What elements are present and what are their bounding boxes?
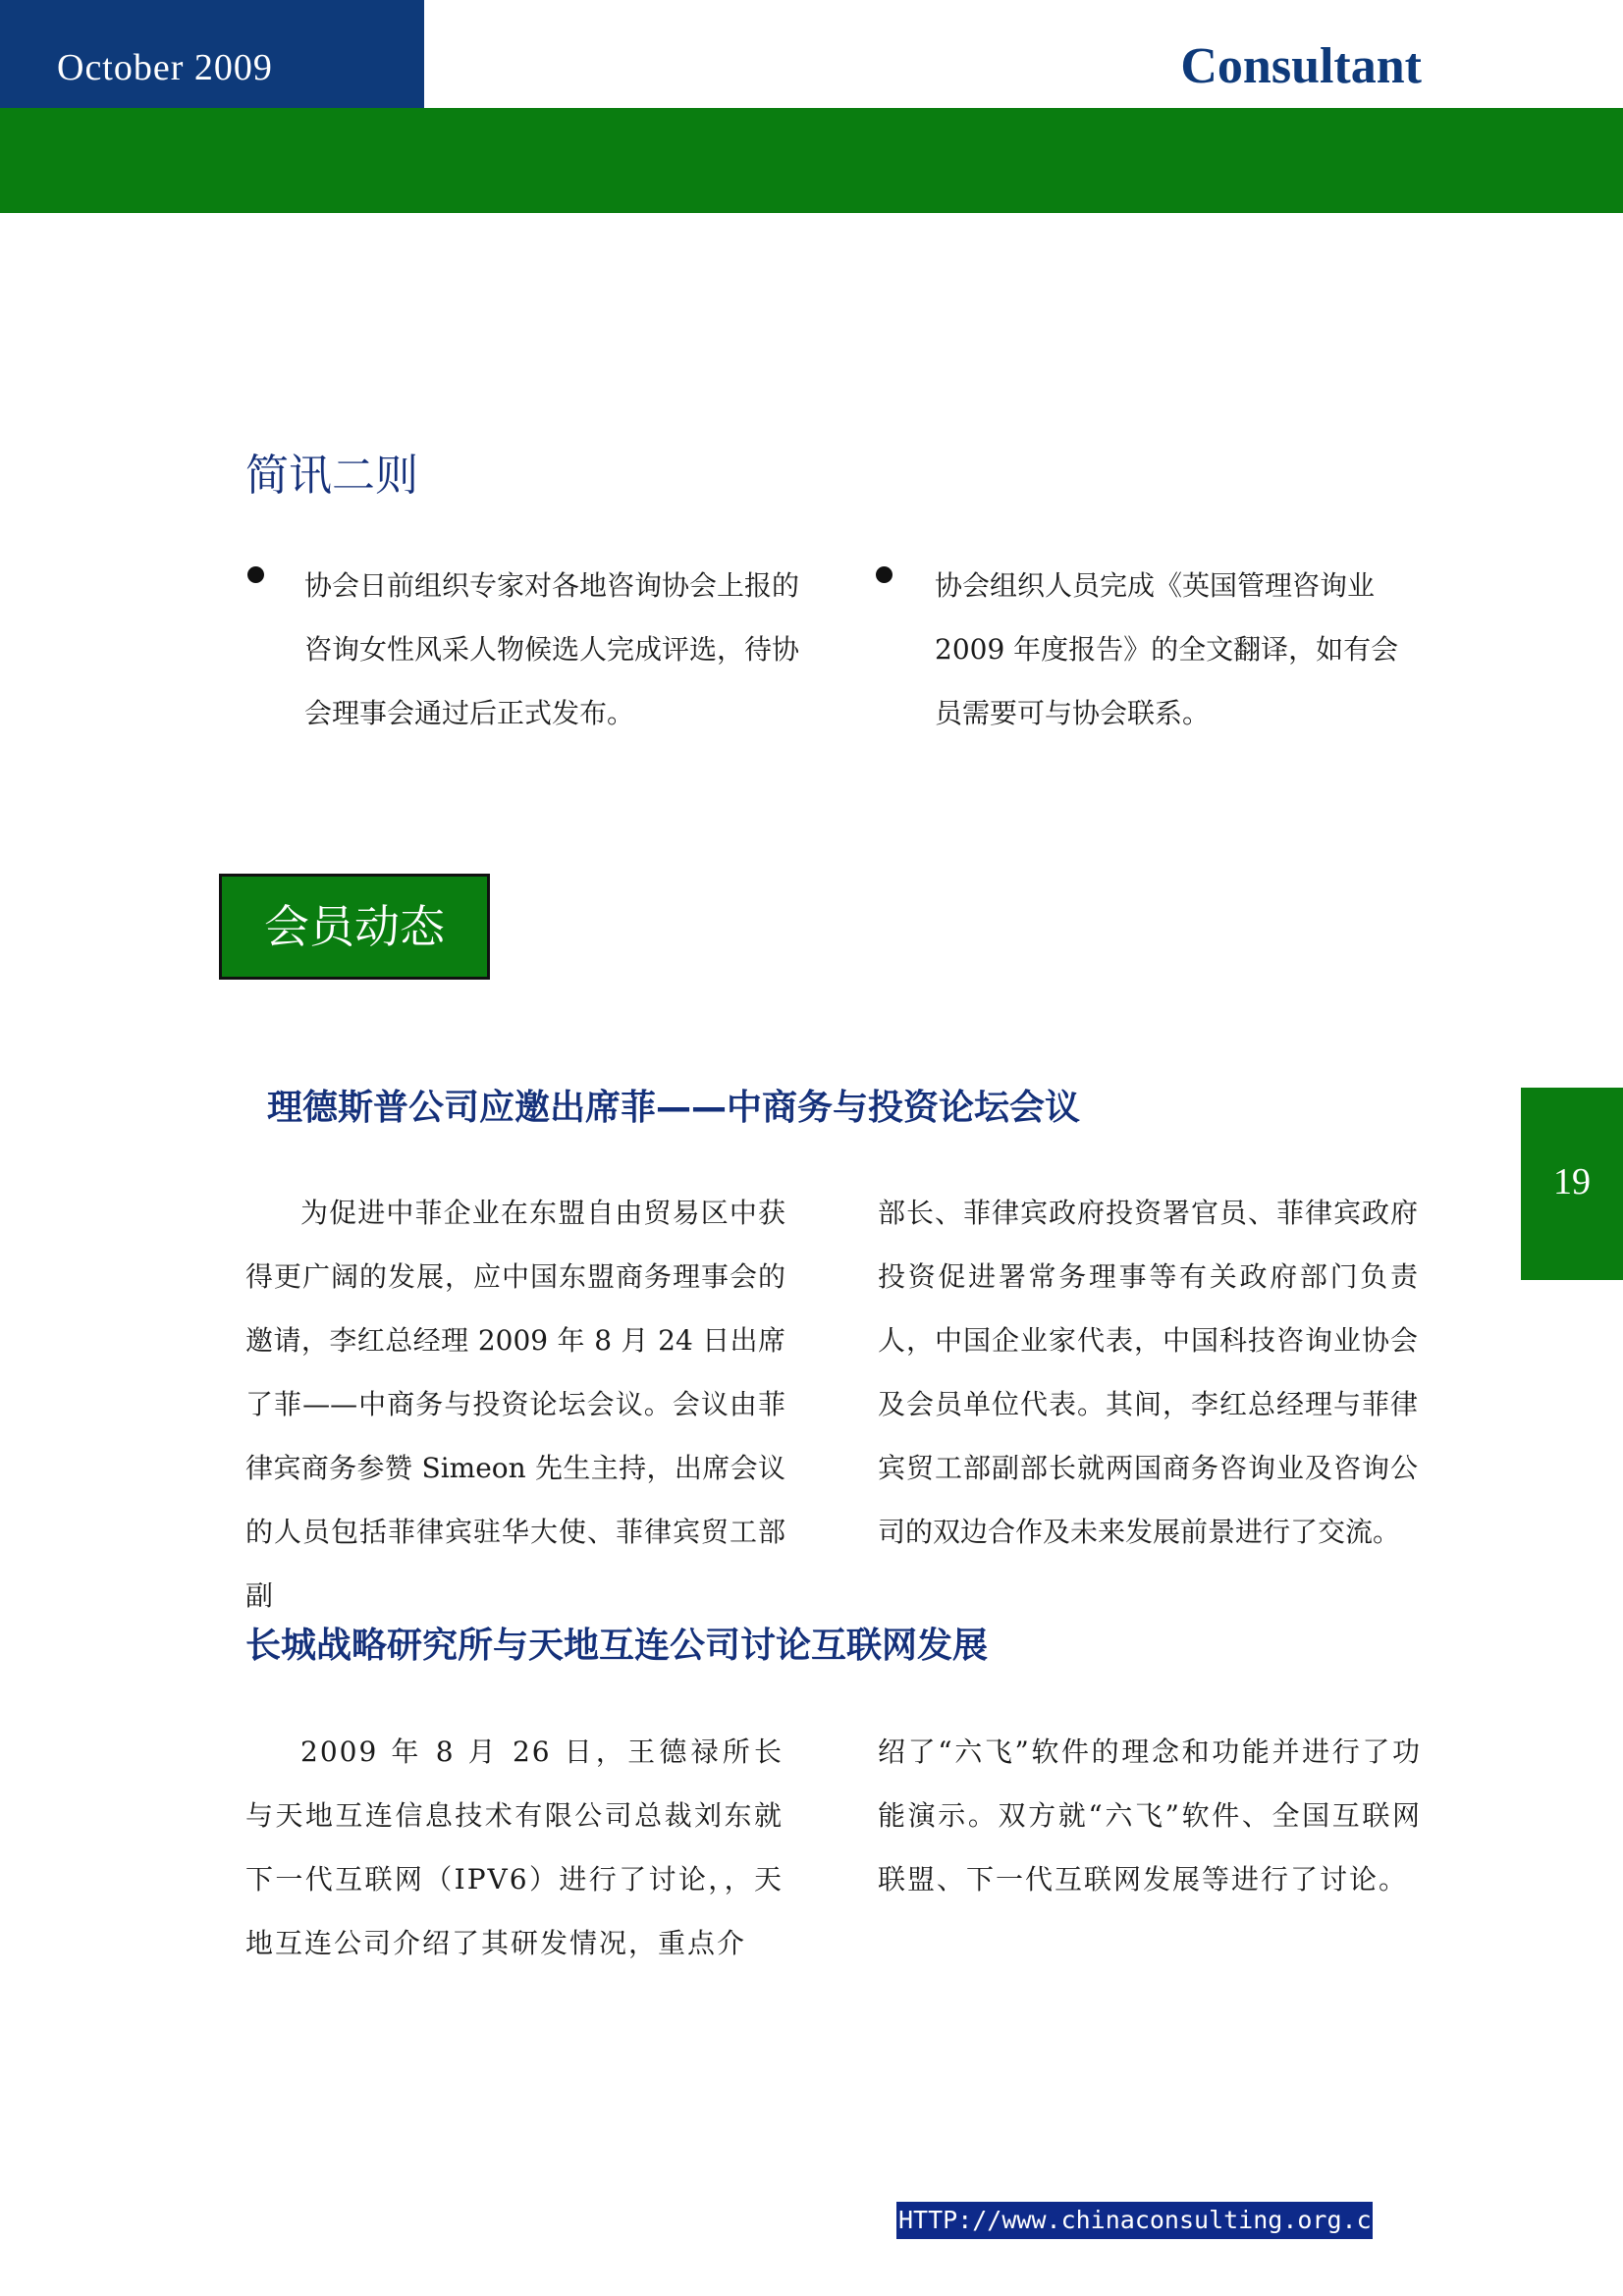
article-title: 长城战略研究所与天地互连公司讨论互联网发展 <box>245 1626 989 1666</box>
bullet-icon <box>247 566 264 583</box>
news-item-text: 协会日前组织专家对各地咨询协会上报的咨询女性风采人物候选人完成评选，待协会理事会通过后正式发布。 <box>304 569 800 729</box>
magazine-title: Consultant <box>1180 38 1422 94</box>
article-title: 理德斯普公司应邀出席菲——中商务与投资论坛会议 <box>267 1088 1081 1128</box>
section-label: 会员动态 <box>219 874 490 980</box>
website-link[interactable]: HTTP://www.chinaconsulting.org.cn <box>896 2202 1373 2239</box>
article-column-left: 为促进中菲企业在东盟自由贸易区中获得更广阔的发展，应中国东盟商务理事会的邀请，李红总经理 2009 年 8 月 24 日出席了菲——中商务与投资论坛会议。会议由菲律宾商务参赞 Simeon 先生主持，出席会议的人员包括菲律宾驻华大使、菲律宾贸工部副 <box>245 1197 785 1612</box>
header-band <box>0 108 1623 213</box>
bullet-icon <box>876 566 893 583</box>
issue-date: October 2009 <box>0 0 424 108</box>
page-number: 19 <box>1521 1088 1623 1280</box>
article-column-right: 绍了“六飞”软件的理念和功能并进行了功能演示。双方就“六飞”软件、全国互联网联盟、下一代互联网发展等进行了讨论。 <box>878 1735 1422 1896</box>
news-item-text: 协会组织人员完成《英国管理咨询业2009 年度报告》的全文翻译，如有会员需要可与协会联系。 <box>935 569 1399 729</box>
news-heading: 简讯二则 <box>245 451 418 501</box>
article-column-left: 2009 年 8 月 26 日，王德禄所长与天地互连信息技术有限公司总裁刘东就下一代互联网（IPV6）进行了讨论，，天地互连公司介绍了其研发情况，重点介 <box>245 1735 784 1959</box>
article-column-right: 部长、菲律宾政府投资署官员、菲律宾政府投资促进署常务理事等有关政府部门负责人，中国企业家代表，中国科技咨询业协会及会员单位代表。其间，李红总经理与菲律宾贸工部副部长就两国商务咨询业及咨询公司的双边合作及未来发展前景进行了交流。 <box>878 1197 1418 1548</box>
